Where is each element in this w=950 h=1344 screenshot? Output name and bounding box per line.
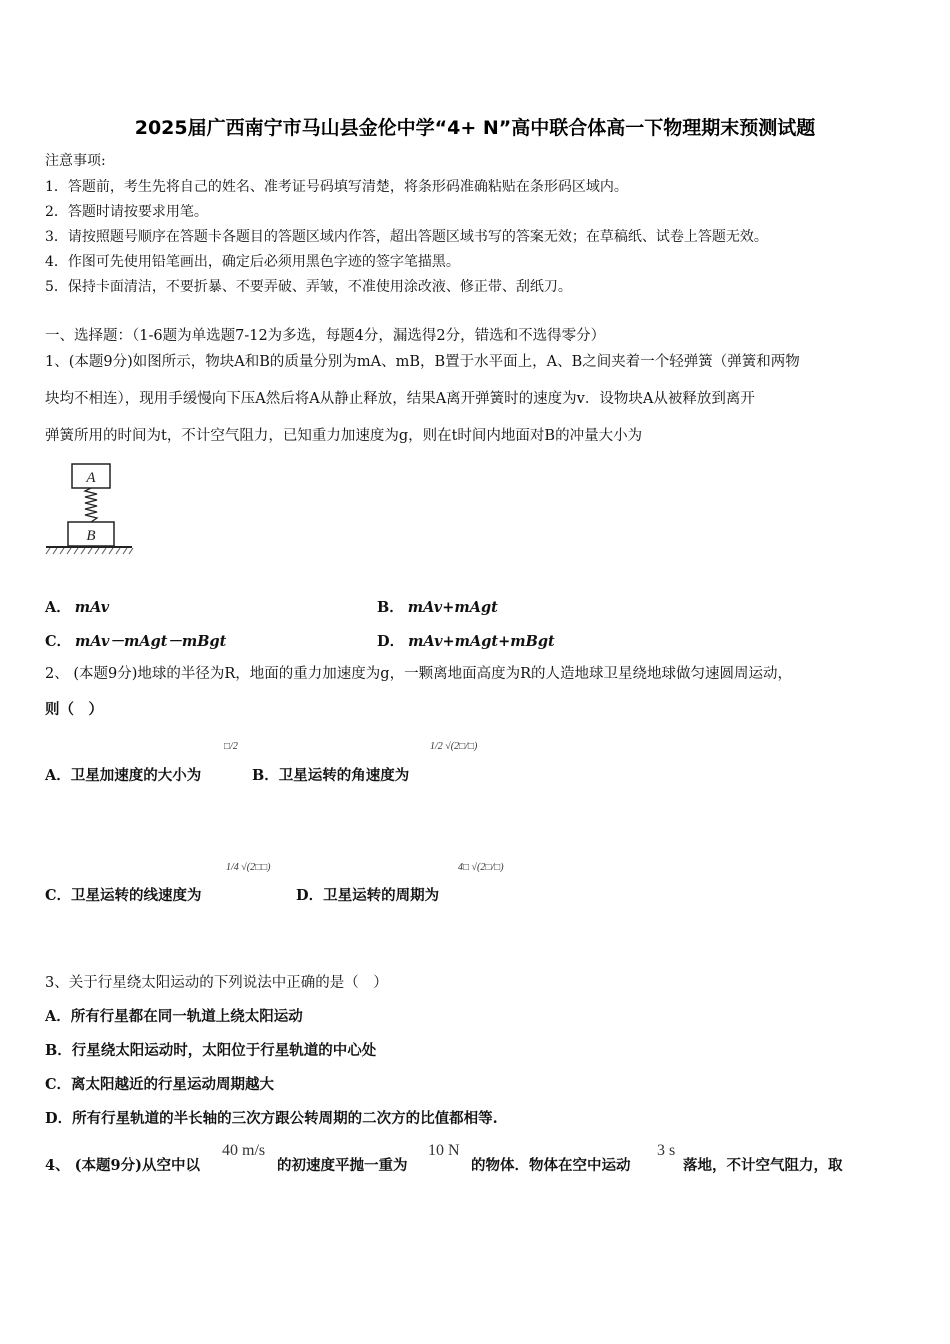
option-d: D．卫星运转的周期为	[296, 887, 440, 904]
notice-item: 5．保持卡面清洁，不要折暴、不要弄破、弄皱，不准使用涂改液、修正带、刮纸刀。	[45, 279, 572, 295]
time-value: 3 s	[657, 1142, 676, 1159]
option-d: D． mAv+mAgt+mBgt	[377, 633, 555, 650]
block-b-label: B	[86, 528, 96, 544]
question-text: 落地，不计空气阻力，取	[683, 1157, 843, 1174]
option-d: D．所有行星轨道的半长轴的三次方跟公转周期的二次方的比值都相等.	[45, 1110, 498, 1127]
question-line: 块均不相连），现用手缓慢向下压A然后将A从静止释放，结果A离开弹簧时的速度为v．设物块A从被释放到离开	[45, 391, 755, 407]
question-text: 4、 (本题9分)从空中以	[45, 1157, 200, 1174]
notice-item: 2．答题时请按要求用笔。	[45, 204, 208, 220]
weight-value: 10 N	[428, 1142, 460, 1159]
question-text: 的物体．物体在空中运动	[471, 1157, 631, 1174]
question-line: 弹簧所用的时间为t，不计空气阻力，已知重力加速度为g，则在t时间内地面对B的冲量大小为	[45, 428, 643, 444]
notice-heading: 注意事项:	[45, 153, 106, 169]
option-a: A． mAv	[45, 599, 110, 616]
option-a: A．卫星加速度的大小为	[45, 767, 202, 784]
notice-item: 1．答题前，考生先将自己的姓名、准考证号码填写清楚，将条形码准确粘贴在条形码区域内。	[45, 179, 628, 195]
block-a-label: A	[86, 470, 96, 486]
formula: 4□ √(2□/□)	[458, 862, 504, 873]
question-line: 则（ ）	[45, 701, 103, 718]
option-b: B．行星绕太阳运动时，太阳位于行星轨道的中心处	[45, 1042, 377, 1059]
option-c: C．离太阳越近的行星运动周期越大	[45, 1076, 275, 1093]
notice-item: 4．作图可先使用铅笔画出，确定后必须用黑色字迹的签字笔描黑。	[45, 254, 460, 270]
page-title: 2025届广西南宁市马山县金伦中学“4+ N”高中联合体高一下物理期末预测试题	[134, 117, 816, 139]
option-c: C．卫星运转的线速度为	[45, 887, 202, 904]
formula: 1/2 √(2□/□)	[430, 741, 478, 752]
question-line: 3、关于行星绕太阳运动的下列说法中正确的是（ ）	[45, 975, 388, 991]
spring	[85, 488, 97, 522]
option-b: B． mAv+mAgt	[377, 599, 498, 616]
question-line: 1、(本题9分)如图所示，物块A和B的质量分别为mA、mB，B置于水平面上，A、B之间夹着一个轻弹簧（弹簧和两物	[45, 354, 800, 370]
notice-item: 3．请按照题号顺序在答题卡各题目的答题区域内作答，超出答题区域书写的答案无效；在草稿纸、试卷上答题无效。	[45, 229, 768, 245]
spring-blocks-figure	[44, 462, 136, 558]
formula: □/2	[224, 741, 238, 752]
speed-value: 40 m/s	[222, 1142, 266, 1159]
question-text: 的初速度平抛一重为	[277, 1157, 408, 1174]
option-a: A．所有行星都在同一轨道上绕太阳运动	[45, 1008, 303, 1025]
section-heading: 一、选择题：（1-6题为单选题7-12为多选，每题4分，漏选得2分，错选和不选得零分）	[45, 328, 606, 344]
option-b: B．卫星运转的角速度为	[252, 767, 410, 784]
question-line: 2、 (本题9分)地球的半径为R，地面的重力加速度为g，一颗离地面高度为R的人造地球卫星绕地球做匀速圆周运动，	[45, 666, 792, 682]
option-c: C． mAv－mAgt－mBgt	[45, 633, 227, 650]
formula: 1/4 √(2□□)	[226, 862, 271, 873]
ground-hatching	[46, 548, 133, 554]
